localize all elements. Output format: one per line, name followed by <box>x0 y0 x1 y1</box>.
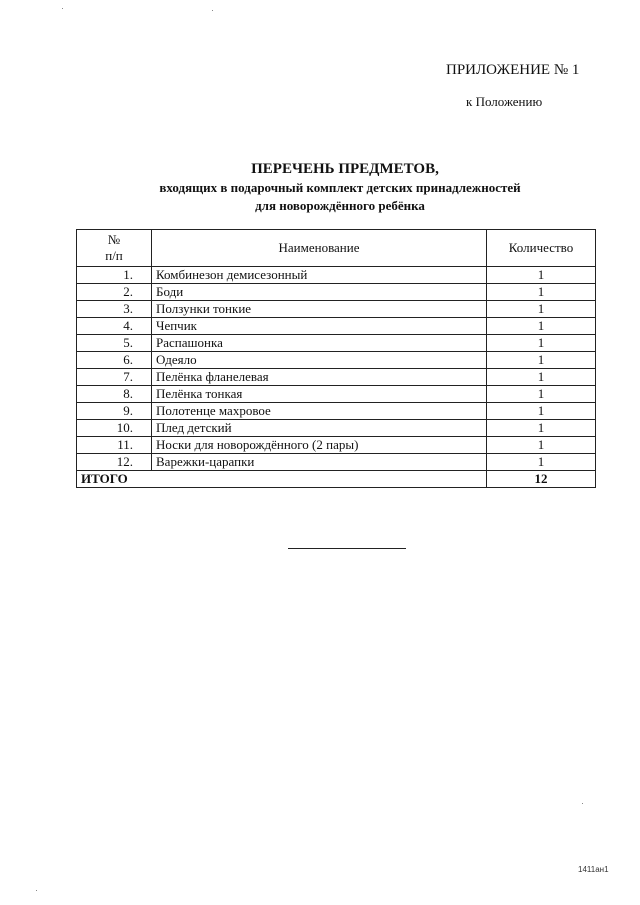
row-quantity: 1 <box>487 352 596 369</box>
scan-speck <box>36 890 37 891</box>
row-name: Полотенце махровое <box>152 403 487 420</box>
table-row <box>77 267 596 284</box>
table-row <box>77 420 596 437</box>
row-number: 12. <box>77 454 152 471</box>
document-code: 1411ан1 <box>578 865 609 874</box>
total-label: ИТОГО <box>77 471 487 488</box>
table-row <box>77 284 596 301</box>
row-quantity: 1 <box>487 420 596 437</box>
row-quantity: 1 <box>487 437 596 454</box>
table-row <box>77 386 596 403</box>
header-number-line2: п/п <box>105 248 123 263</box>
table-row <box>77 301 596 318</box>
row-name: Варежки-царапки <box>152 454 487 471</box>
row-name: Чепчик <box>152 318 487 335</box>
items-table <box>76 229 596 488</box>
row-number: 7. <box>77 369 152 386</box>
row-name: Распашонка <box>152 335 487 352</box>
row-number: 9. <box>77 403 152 420</box>
scan-speck <box>212 10 213 11</box>
row-number: 6. <box>77 352 152 369</box>
row-quantity: 1 <box>487 267 596 284</box>
row-number: 3. <box>77 301 152 318</box>
table-header-row <box>77 230 596 267</box>
row-number: 5. <box>77 335 152 352</box>
header-quantity: Количество <box>487 230 596 267</box>
scan-speck <box>582 803 583 804</box>
row-name: Комбинезон демисезонный <box>152 267 487 284</box>
total-row <box>77 471 596 488</box>
row-quantity: 1 <box>487 301 596 318</box>
header-number <box>77 230 152 267</box>
row-quantity: 1 <box>487 403 596 420</box>
table-row <box>77 352 596 369</box>
row-name: Носки для новорождённого (2 пары) <box>152 437 487 454</box>
row-name: Ползунки тонкие <box>152 301 487 318</box>
row-quantity: 1 <box>487 369 596 386</box>
annex-label: ПРИЛОЖЕНИЕ № 1 <box>446 62 580 78</box>
table-row <box>77 454 596 471</box>
table-row <box>77 318 596 335</box>
row-number: 4. <box>77 318 152 335</box>
row-name: Плед детский <box>152 420 487 437</box>
title-line-3: для новорождённого ребёнка <box>255 198 425 213</box>
annex-subtitle: к Положению <box>466 94 543 109</box>
title-line-2: входящих в подарочный комплект детских принадлежностей <box>159 180 521 195</box>
header-number-line1: № <box>107 232 121 247</box>
table-row <box>77 403 596 420</box>
table-row <box>77 437 596 454</box>
title-line-1: ПЕРЕЧЕНЬ ПРЕДМЕТОВ, <box>251 161 439 177</box>
row-number: 1. <box>77 267 152 284</box>
document-title <box>0 160 640 215</box>
row-number: 2. <box>77 284 152 301</box>
row-name: Пелёнка тонкая <box>152 386 487 403</box>
row-quantity: 1 <box>487 386 596 403</box>
row-name: Пелёнка фланелевая <box>152 369 487 386</box>
row-number: 11. <box>77 437 152 454</box>
table-row <box>77 335 596 352</box>
table-row <box>77 369 596 386</box>
divider-line <box>288 548 406 549</box>
header-name: Наименование <box>152 230 487 267</box>
row-name: Боди <box>152 284 487 301</box>
row-number: 10. <box>77 420 152 437</box>
scan-speck <box>62 8 63 9</box>
row-quantity: 1 <box>487 318 596 335</box>
row-name: Одеяло <box>152 352 487 369</box>
row-quantity: 1 <box>487 454 596 471</box>
row-number: 8. <box>77 386 152 403</box>
row-quantity: 1 <box>487 284 596 301</box>
total-quantity: 12 <box>487 471 596 488</box>
row-quantity: 1 <box>487 335 596 352</box>
